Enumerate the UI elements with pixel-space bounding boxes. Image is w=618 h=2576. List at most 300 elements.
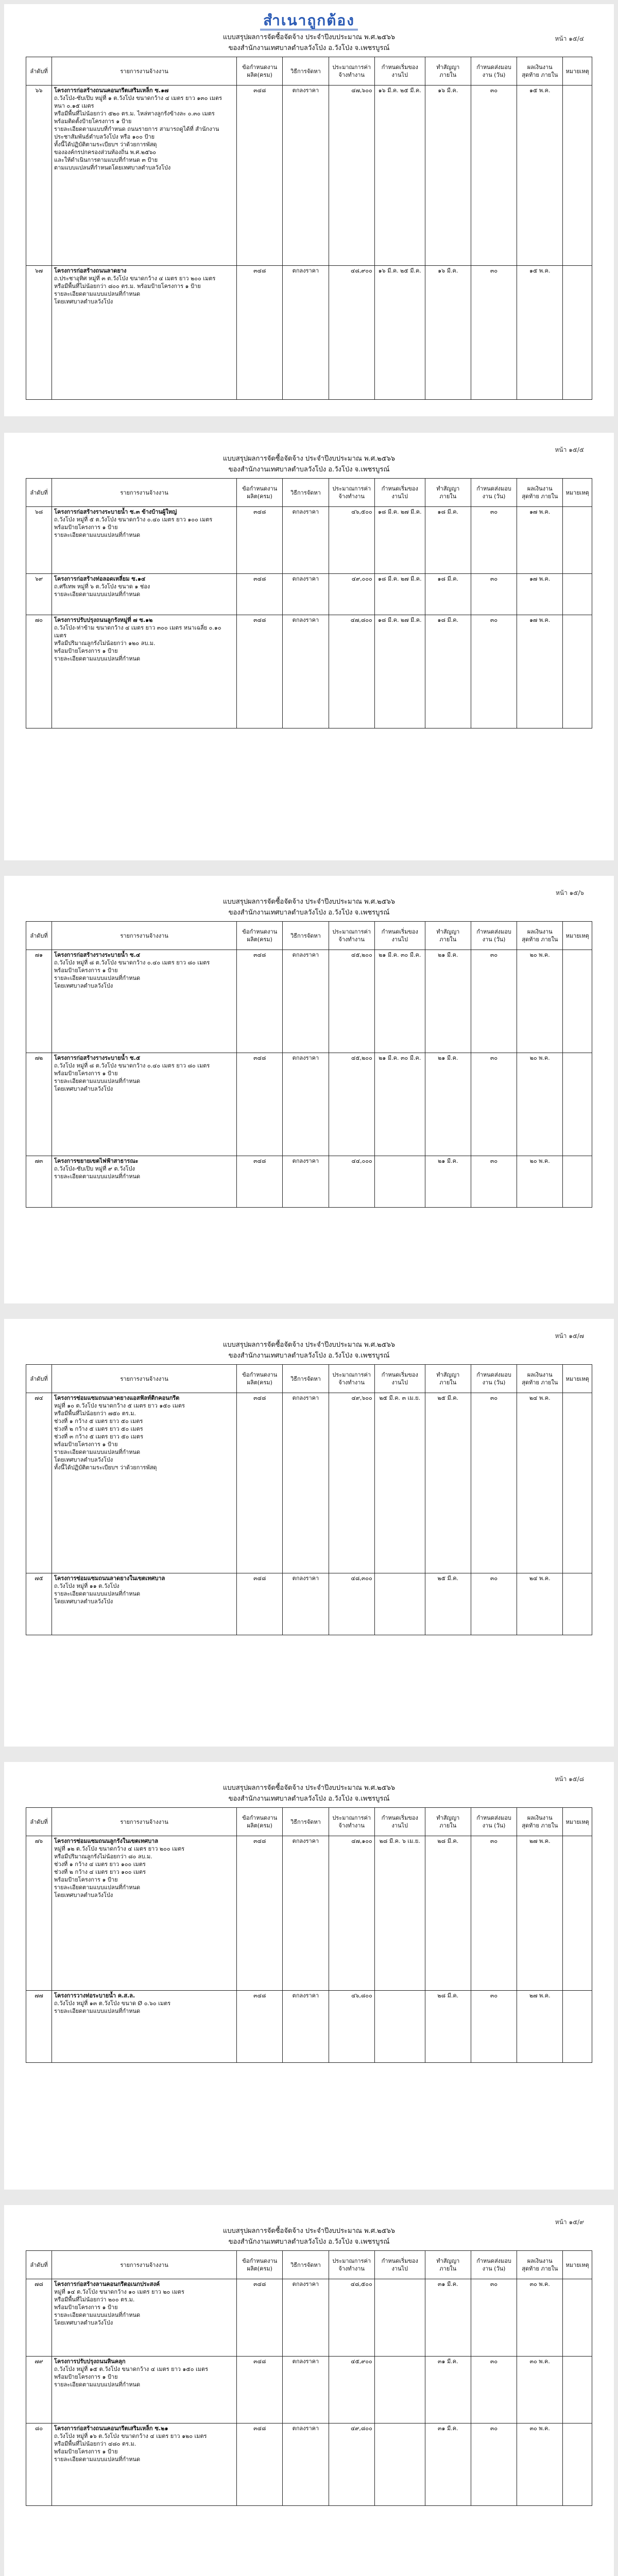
cell-spec: ๓๔๘ — [237, 1156, 283, 1208]
project-detail-line: รายละเอียดตามแบบที่กำหนด ถนนรายการ สามารถดูได้ที่ สำนักงาน — [54, 126, 219, 132]
cell-spec: ๓๔๘ — [237, 1836, 283, 1991]
cell-contract: ๒๕ มี.ค. — [425, 1393, 471, 1573]
column-header: หมายเหตุ — [563, 479, 592, 507]
cell-final: ๒๔ พ.ค. — [517, 1573, 563, 1635]
table-row — [26, 1991, 592, 2063]
cell-final: ๓๐ พ.ค. — [517, 2279, 563, 2357]
project-detail-line: ทั้งนี้ได้ปฏิบัติตามระเบียบฯ ว่าด้วยการพัสดุ — [54, 141, 157, 148]
cell-estimate: ๔๗,๘๐๐ — [329, 615, 374, 728]
table-row — [26, 574, 592, 615]
column-header: ข้อกำหนดงานผลิต(ครม) — [237, 1808, 283, 1836]
column-header: หมายเหตุ — [563, 1365, 592, 1393]
column-header: กำหนดเริ่มของงานไป — [374, 57, 425, 86]
cell-note — [563, 86, 592, 266]
project-detail-line: พร้อมป้ายโครงการ ๑ ป้าย — [54, 1441, 118, 1448]
page-number: หน้า ๑๕/๙ — [555, 2218, 584, 2226]
cell-contract: ๓๑ มี.ค. — [425, 2279, 471, 2357]
document-page — [4, 1319, 614, 1747]
table-row — [26, 1156, 592, 1208]
cell-estimate: ๔๗,๖๐๐ — [329, 86, 374, 266]
report-title: แบบสรุปผลการจัดซื้อจัดจ้าง ประจำปีงบประมาณ พ.ศ.๒๕๖๖ — [222, 455, 396, 463]
column-header: กำหนดส่งมอบงาน (วัน) — [471, 1365, 517, 1393]
project-detail-line: รายละเอียดตามแบบแปลนที่กำหนด — [54, 1884, 141, 1891]
project-title: โครงการก่อสร้างถนนคอนกรีตเสริมเหล็ก ซ.๑๗ — [54, 87, 169, 94]
cell-description — [52, 2279, 237, 2357]
cell-final: ๒๗ พ.ค. — [517, 1991, 563, 2063]
project-detail-line: ช่วงที่ ๓ กว้าง ๕ เมตร ยาว ๕๐ เมตร — [54, 1433, 143, 1440]
cell-contract: ๑๖ มี.ค. — [425, 266, 471, 400]
project-detail-line: ขององค์กรปกครองส่วนท้องถิ่น พ.ศ.๒๕๖๐ — [54, 149, 157, 156]
cell-method: ตกลงราคา — [283, 1053, 329, 1156]
cell-no: ๗๗ — [26, 1991, 52, 2063]
column-header: กำหนดส่งมอบงาน (วัน) — [471, 1808, 517, 1836]
table-row — [26, 1573, 592, 1635]
cell-spec: ๓๔๘ — [237, 1393, 283, 1573]
table-row — [26, 1053, 592, 1156]
column-header: วิธีการจัดหา — [283, 1365, 329, 1393]
cell-contract: ๑๖ มี.ค. — [425, 86, 471, 266]
project-detail-line: ถ.วังโป่ง หมู่ที่ ๑๕ ต.วังโป่ง ขนาดกว้าง ๔ เมตร ยาว ๑๕๐ เมตร — [54, 2366, 209, 2372]
project-detail-line: รายละเอียดตามแบบแปลนที่กำหนด — [54, 2381, 141, 2388]
project-detail-line: รายละเอียดตามแบบแปลนที่กำหนด — [54, 655, 141, 662]
column-header: หมายเหตุ — [563, 1808, 592, 1836]
procurement-table — [26, 1807, 592, 2063]
cell-no: ๗๑ — [26, 950, 52, 1053]
project-detail-line: หรือมีพื้นที่ไม่น้อยกว่า ๘๐๐ ตร.ม. พร้อมป้ายโครงการ ๑ ป้าย — [54, 283, 201, 290]
column-header: ลำดับที่ — [26, 1365, 52, 1393]
column-header: ข้อกำหนดงานผลิต(ครม) — [237, 2251, 283, 2279]
column-header: ข้อกำหนดงานผลิต(ครม) — [237, 1365, 283, 1393]
column-header: วิธีการจัดหา — [283, 479, 329, 507]
cell-final: ๑๕ พ.ค. — [517, 86, 563, 266]
column-header: ลำดับที่ — [26, 479, 52, 507]
cell-deliver: ๓๐ — [471, 266, 517, 400]
cell-deliver: ๓๐ — [471, 2357, 517, 2424]
cell-description — [52, 1156, 237, 1208]
column-header: ทำสัญญา ภายใน — [425, 2251, 471, 2279]
cell-method: ตกลงราคา — [283, 2357, 329, 2424]
cell-no: ๖๙ — [26, 574, 52, 615]
table-header-row — [26, 1365, 592, 1393]
column-header: ข้อกำหนดงานผลิต(ครม) — [237, 57, 283, 86]
column-header: ทำสัญญา ภายใน — [425, 57, 471, 86]
page-number: หน้า ๑๕/๕ — [555, 446, 584, 453]
project-detail-line: หมู่ที่ ๑๔ ต.วังโป่ง ขนาดกว้าง ๑๐ เมตร ยาว ๒๐ เมตร — [54, 2289, 184, 2295]
cell-contract: ๒๕ มี.ค. — [425, 1573, 471, 1635]
project-detail-line: และให้ดำเนินการตามแบบที่กำหนด ๓ ป้าย — [54, 157, 158, 163]
project-detail-line: รายละเอียดตามแบบแปลนที่กำหนด — [54, 2456, 141, 2463]
cell-spec: ๓๔๘ — [237, 950, 283, 1053]
project-detail-line: ถ.วังโป่ง-ซับเปิบ หมู่ที่ ๑ ต.วังโป่ง ขนาดกว้าง ๔ เมตร ยาว ๑๓๐ เมตร หนา ๐.๑๕ เมตร — [54, 95, 222, 109]
document-page — [4, 433, 614, 860]
cell-estimate: ๔๘,๓๐๐ — [329, 1573, 374, 1635]
column-header: ทำสัญญา ภายใน — [425, 1365, 471, 1393]
project-title: โครงการก่อสร้างรางระบายน้ำ ซ.๔ — [54, 952, 141, 958]
cell-contract: ๒๑ มี.ค. — [425, 950, 471, 1053]
project-detail-line: โดยเทศบาลตำบลวังโป่ง — [54, 1892, 113, 1899]
project-detail-line: หรือมีปริมาณลูกรังไม่น้อยกว่า ๑๒๐ ลบ.ม. — [54, 640, 156, 647]
column-header: ผลเงินงาน สุดท้าย ภายใน — [517, 1808, 563, 1836]
cell-estimate: ๔๔,๐๐๐ — [329, 1156, 374, 1208]
column-header: ข้อกำหนดงานผลิต(ครม) — [237, 479, 283, 507]
project-title: โครงการก่อสร้างถนนลาดยาง — [54, 267, 127, 274]
cell-note — [563, 1573, 592, 1635]
cell-estimate: ๔๕,๒๐๐ — [329, 950, 374, 1053]
report-subtitle: ของสำนักงานเทศบาลตำบลวังโป่ง อ.วังโป่ง จ.เพชรบูรณ์ — [228, 1795, 390, 1803]
project-detail-line: ทั้งนี้ได้ปฏิบัติตามระเบียบฯ ว่าด้วยการพัสดุ — [54, 1464, 157, 1471]
project-title: โครงการก่อสร้างท่อลอดเหลี่ยม ซ.๑๔ — [54, 575, 146, 582]
procurement-table — [26, 478, 592, 728]
page-number: หน้า ๑๕/๗ — [555, 1332, 584, 1340]
cell-contract: ๒๑ มี.ค. — [425, 1156, 471, 1208]
project-detail-line: ช่วงที่ ๑ กว้าง ๕ เมตร ยาว ๕๐ เมตร — [54, 1418, 143, 1425]
table-row — [26, 2424, 592, 2506]
cell-final: ๒๐ พ.ค. — [517, 1156, 563, 1208]
column-header: กำหนดส่งมอบงาน (วัน) — [471, 479, 517, 507]
cell-deliver: ๓๐ — [471, 1573, 517, 1635]
cell-description — [52, 507, 237, 574]
project-detail-line: ถ.วังโป่ง หมู่ที่ ๑๑ ต.วังโป่ง — [54, 1583, 119, 1589]
project-title: โครงการก่อสร้างถนนคอนกรีตเสริมเหล็ก ซ.๒๑ — [54, 2425, 168, 2432]
cell-final: ๒๔ พ.ค. — [517, 1393, 563, 1573]
project-detail-line: รายละเอียดตามแบบแปลนที่กำหนด — [54, 291, 141, 297]
cell-method: ตกลงราคา — [283, 2279, 329, 2357]
project-detail-line: โดยเทศบาลตำบลวังโป่ง — [54, 298, 113, 305]
cell-method: ตกลงราคา — [283, 1836, 329, 1991]
table-row — [26, 86, 592, 266]
column-header: ผลเงินงาน สุดท้าย ภายใน — [517, 2251, 563, 2279]
column-header: รายการงานจ้างงาน — [52, 1365, 237, 1393]
cell-no: ๗๐ — [26, 615, 52, 728]
table-row — [26, 2357, 592, 2424]
column-header: ลำดับที่ — [26, 1808, 52, 1836]
report-subtitle: ของสำนักงานเทศบาลตำบลวังโป่ง อ.วังโป่ง จ.เพชรบูรณ์ — [228, 466, 390, 473]
cell-note — [563, 266, 592, 400]
cell-spec: ๓๔๘ — [237, 266, 283, 400]
cell-deliver: ๓๐ — [471, 1393, 517, 1573]
cell-start: ๒๑ มี.ค. ๓๐ มี.ค. — [374, 1053, 425, 1156]
cell-estimate: ๔๘,๕๐๐ — [329, 2279, 374, 2357]
project-detail-line: พร้อมป้ายโครงการ ๑ ป้าย — [54, 524, 118, 531]
cell-deliver: ๓๐ — [471, 1991, 517, 2063]
project-detail-line: รายละเอียดตามแบบแปลนที่กำหนด — [54, 591, 141, 598]
column-header: ข้อกำหนดงานผลิต(ครม) — [237, 922, 283, 950]
column-header: ลำดับที่ — [26, 57, 52, 86]
project-detail-line: โดยเทศบาลตำบลวังโป่ง — [54, 1598, 113, 1605]
project-detail-line: ช่วงที่ ๒ กว้าง ๔ เมตร ยาว ๑๐๐ เมตร — [54, 1869, 146, 1875]
cell-deliver: ๓๐ — [471, 615, 517, 728]
cell-estimate: ๔๙,๐๐๐ — [329, 574, 374, 615]
project-detail-line: พร้อมป้ายโครงการ ๑ ป้าย — [54, 2374, 118, 2380]
column-header: รายการงานจ้างงาน — [52, 922, 237, 950]
cell-method: ตกลงราคา — [283, 2424, 329, 2506]
page-number: หน้า ๑๕/๔ — [555, 35, 584, 42]
cell-description — [52, 1053, 237, 1156]
cell-deliver: ๓๐ — [471, 86, 517, 266]
project-title: โครงการซ่อมแซมถนนลูกรังในเขตเทศบาล — [54, 1838, 159, 1844]
cell-final: ๓๐ พ.ค. — [517, 2357, 563, 2424]
page-number: หน้า ๑๕/๘ — [555, 1775, 584, 1783]
cell-method: ตกลงราคา — [283, 574, 329, 615]
table-header-row — [26, 479, 592, 507]
cell-method: ตกลงราคา — [283, 950, 329, 1053]
cell-method: ตกลงราคา — [283, 1156, 329, 1208]
project-detail-line: พร้อมติดตั้งป้ายโครงการ ๑ ป้าย — [54, 118, 132, 125]
project-detail-line: พร้อมป้ายโครงการ ๑ ป้าย — [54, 2304, 118, 2311]
table-header-row — [26, 1808, 592, 1836]
column-header: ลำดับที่ — [26, 2251, 52, 2279]
table-header-row — [26, 57, 592, 86]
project-detail-line: หรือมีพื้นที่ไม่น้อยกว่า ๒๐๐ ตร.ม. — [54, 2296, 135, 2303]
project-title: โครงการปรับปรุงถนนลูกรังหมู่ที่ ๗ ซ.๑๒ — [54, 617, 153, 623]
project-detail-line: หรือมีพื้นที่ไม่น้อยกว่า ๔๘๐ ตร.ม. — [54, 2441, 136, 2447]
report-title: แบบสรุปผลการจัดซื้อจัดจ้าง ประจำปีงบประมาณ พ.ศ.๒๕๖๖ — [222, 2227, 396, 2235]
cell-no: ๗๓ — [26, 1156, 52, 1208]
project-detail-line: หรือมีพื้นที่ไม่น้อยกว่า ๕๒๐ ตร.ม. ไหล่ทางลูกรังข้างละ ๐.๓๐ เมตร — [54, 110, 215, 117]
cell-note — [563, 1393, 592, 1573]
cell-spec: ๓๔๘ — [237, 615, 283, 728]
cell-start — [374, 2279, 425, 2357]
table-row — [26, 2279, 592, 2357]
cell-spec: ๓๔๘ — [237, 86, 283, 266]
project-detail-line: หมู่ที่ ๑๐ ต.วังโป่ง ขนาดกว้าง ๕ เมตร ยาว ๑๕๐ เมตร — [54, 1402, 185, 1409]
cell-start: ๒๑ มี.ค. ๓๐ มี.ค. — [374, 950, 425, 1053]
project-title: โครงการซ่อมแซมถนนลาดยางแอสฟัลท์ติกคอนกรีต — [54, 1395, 180, 1401]
cell-no: ๗๔ — [26, 1393, 52, 1573]
project-detail-line: รายละเอียดตามแบบแปลนที่กำหนด — [54, 1173, 141, 1180]
project-title: โครงการปรับปรุงถนนหินคลุก — [54, 2358, 126, 2365]
project-detail-line: รายละเอียดตามแบบแปลนที่กำหนด — [54, 1449, 141, 1455]
cell-note — [563, 2424, 592, 2506]
cell-estimate: ๔๙,๘๐๐ — [329, 2424, 374, 2506]
cell-spec: ๓๔๘ — [237, 1053, 283, 1156]
cell-no: ๖๗ — [26, 266, 52, 400]
cell-description — [52, 86, 237, 266]
project-detail-line: รายละเอียดตามแบบแปลนที่กำหนด — [54, 975, 141, 981]
cell-start: ๑๖ มี.ค. ๒๕ มี.ค. — [374, 266, 425, 400]
column-header: รายการงานจ้างงาน — [52, 1808, 237, 1836]
report-title: แบบสรุปผลการจัดซื้อจัดจ้าง ประจำปีงบประมาณ พ.ศ.๒๕๖๖ — [222, 898, 396, 906]
cell-estimate: ๔๖,๘๐๐ — [329, 1991, 374, 2063]
cell-deliver: ๓๐ — [471, 507, 517, 574]
column-header: วิธีการจัดหา — [283, 1808, 329, 1836]
cell-final: ๒๐ พ.ค. — [517, 1053, 563, 1156]
project-detail-line: ถ.วังโป่ง-ซับเปิบ หมู่ที่ ๙ ต.วังโป่ง — [54, 1165, 135, 1172]
document-page — [4, 876, 614, 1303]
cell-estimate: ๔๙,๖๐๐ — [329, 1393, 374, 1573]
cell-note — [563, 1991, 592, 2063]
project-title: โครงการก่อสร้างรางระบายน้ำ ซ.๓ ข้างบ้านผู้ใหญ่ — [54, 509, 177, 515]
page-number: หน้า ๑๕/๖ — [555, 889, 584, 896]
cell-spec: ๓๔๘ — [237, 507, 283, 574]
cell-start — [374, 1991, 425, 2063]
cell-contract: ๒๘ มี.ค. — [425, 1991, 471, 2063]
column-header: ผลเงินงาน สุดท้าย ภายใน — [517, 479, 563, 507]
cell-estimate: ๔๗,๑๐๐ — [329, 1836, 374, 1991]
cell-estimate: ๔๕,๙๐๐ — [329, 2357, 374, 2424]
column-header: ผลเงินงาน สุดท้าย ภายใน — [517, 1365, 563, 1393]
project-title: โครงการก่อสร้างลานคอนกรีตอเนกประสงค์ — [54, 2281, 160, 2287]
column-header: วิธีการจัดหา — [283, 2251, 329, 2279]
table-row — [26, 1393, 592, 1573]
column-header: กำหนดเริ่มของงานไป — [374, 1365, 425, 1393]
column-header: รายการงานจ้างงาน — [52, 2251, 237, 2279]
cell-start — [374, 2357, 425, 2424]
cell-no: ๗๘ — [26, 2279, 52, 2357]
procurement-table — [26, 2250, 592, 2506]
cell-note — [563, 1053, 592, 1156]
cell-contract: ๑๘ มี.ค. — [425, 507, 471, 574]
column-header: ประมาณการค่าจ้างทำงาน — [329, 479, 374, 507]
project-detail-line: ตามแบบแปลนที่กำหนดโดยเทศบาลตำบลวังโป่ง — [54, 164, 171, 171]
report-title: แบบสรุปผลการจัดซื้อจัดจ้าง ประจำปีงบประมาณ พ.ศ.๒๕๖๖ — [222, 33, 396, 41]
column-header: ประมาณการค่าจ้างทำงาน — [329, 922, 374, 950]
cell-contract: ๒๑ มี.ค. — [425, 1053, 471, 1156]
cell-final: ๒๐ พ.ค. — [517, 950, 563, 1053]
column-header: กำหนดส่งมอบงาน (วัน) — [471, 922, 517, 950]
cell-start — [374, 2424, 425, 2506]
cell-deliver: ๓๐ — [471, 574, 517, 615]
column-header: ผลเงินงาน สุดท้าย ภายใน — [517, 922, 563, 950]
cell-description — [52, 1573, 237, 1635]
cell-method: ตกลงราคา — [283, 1573, 329, 1635]
cell-estimate: ๔๕,๒๐๐ — [329, 1053, 374, 1156]
column-header: ประมาณการค่าจ้างทำงาน — [329, 1365, 374, 1393]
project-detail-line: รายละเอียดตามแบบแปลนที่กำหนด — [54, 532, 141, 538]
cell-contract: ๓๑ มี.ค. — [425, 2424, 471, 2506]
cell-no: ๘๐ — [26, 2424, 52, 2506]
column-header: ประมาณการค่าจ้างทำงาน — [329, 2251, 374, 2279]
project-detail-line: ถ.วังโป่ง หมู่ที่ ๘ ต.วังโป่ง ขนาดกว้าง ๐.๔๐ เมตร ยาว ๘๐ เมตร — [54, 1062, 210, 1069]
cell-start: ๑๖ มี.ค. ๒๕ มี.ค. — [374, 86, 425, 266]
procurement-table — [26, 1364, 592, 1635]
cell-deliver: ๓๐ — [471, 1836, 517, 1991]
project-title: โครงการขยายเขตไฟฟ้าสาธารณะ — [54, 1158, 139, 1164]
cell-description — [52, 615, 237, 728]
cell-method: ตกลงราคา — [283, 615, 329, 728]
column-header: รายการงานจ้างงาน — [52, 479, 237, 507]
cell-spec: ๓๔๘ — [237, 1573, 283, 1635]
project-detail-line: รายละเอียดตามแบบแปลนที่กำหนด — [54, 2312, 141, 2318]
project-detail-line: หรือมีพื้นที่ไม่น้อยกว่า ๗๕๐ ตร.ม. — [54, 1410, 136, 1417]
cell-estimate: ๔๖,๕๐๐ — [329, 507, 374, 574]
project-detail-line: ถ.วังโป่ง หมู่ที่ ๕ ต.วังโป่ง ขนาดกว้าง ๐.๔๐ เมตร ยาว ๑๐๐ เมตร — [54, 516, 213, 523]
column-header: กำหนดส่งมอบงาน (วัน) — [471, 2251, 517, 2279]
cell-start: ๑๘ มี.ค. ๒๗ มี.ค. — [374, 574, 425, 615]
cell-deliver: ๓๐ — [471, 1053, 517, 1156]
cell-description — [52, 2424, 237, 2506]
cell-spec: ๓๔๘ — [237, 2424, 283, 2506]
cell-method: ตกลงราคา — [283, 266, 329, 400]
procurement-table — [26, 57, 592, 400]
table-header-row — [26, 922, 592, 950]
cell-deliver: ๓๐ — [471, 2424, 517, 2506]
document-page — [4, 2205, 614, 2576]
project-detail-line: ช่วงที่ ๒ กว้าง ๕ เมตร ยาว ๕๐ เมตร — [54, 1426, 143, 1432]
project-detail-line: ช่วงที่ ๑ กว้าง ๔ เมตร ยาว ๑๐๐ เมตร — [54, 1861, 146, 1868]
cell-description — [52, 1836, 237, 1991]
column-header: หมายเหตุ — [563, 2251, 592, 2279]
cell-description — [52, 950, 237, 1053]
table-row — [26, 266, 592, 400]
project-title: โครงการวางท่อระบายน้ำ ค.ส.ล. — [54, 1992, 135, 1999]
project-detail-line: โดยเทศบาลตำบลวังโป่ง — [54, 1086, 113, 1092]
project-detail-line: รายละเอียดตามแบบแปลนที่กำหนด — [54, 1590, 141, 1597]
procurement-table — [26, 921, 592, 1208]
column-header: ทำสัญญา ภายใน — [425, 479, 471, 507]
project-detail-line: ถ.วังโป่ง หมู่ที่ ๑๓ ต.วังโป่ง ขนาด Ø ๐.๖๐ เมตร — [54, 2000, 171, 2007]
table-row — [26, 615, 592, 728]
project-detail-line: พร้อมป้ายโครงการ ๑ ป้าย — [54, 1876, 118, 1883]
cell-final: ๒๗ พ.ค. — [517, 1836, 563, 1991]
cell-start — [374, 1573, 425, 1635]
cell-note — [563, 1156, 592, 1208]
column-header: กำหนดเริ่มของงานไป — [374, 922, 425, 950]
project-detail-line: หมู่ที่ ๑๒ ต.วังโป่ง ขนาดกว้าง ๔ เมตร ยาว ๒๐๐ เมตร — [54, 1845, 185, 1852]
cell-description — [52, 574, 237, 615]
copy-stamp: สำเนาถูกต้อง — [26, 4, 592, 32]
report-title: แบบสรุปผลการจัดซื้อจัดจ้าง ประจำปีงบประมาณ พ.ศ.๒๕๖๖ — [222, 1784, 396, 1792]
project-detail-line: ประชาสัมพันธ์ตำบลวังโป่ง หรือ ๑๐๐ ป้าย — [54, 133, 155, 140]
cell-no: ๗๒ — [26, 1053, 52, 1156]
project-detail-line: ถ.ประชาอุทิศ หมู่ที่ ๓ ต.วังโป่ง ขนาดกว้าง ๔ เมตร ยาว ๒๐๐ เมตร — [54, 275, 216, 282]
report-subtitle: ของสำนักงานเทศบาลตำบลวังโป่ง อ.วังโป่ง จ.เพชรบูรณ์ — [228, 1352, 390, 1360]
report-subtitle: ของสำนักงานเทศบาลตำบลวังโป่ง อ.วังโป่ง จ.เพชรบูรณ์ — [228, 44, 390, 52]
project-detail-line: ถ.วังโป่ง หมู่ที่ ๑๖ ต.วังโป่ง ขนาดกว้าง ๔ เมตร ยาว ๑๒๐ เมตร — [54, 2433, 207, 2439]
project-detail-line: หรือมีปริมาณลูกรังไม่น้อยกว่า ๘๐ ลบ.ม. — [54, 1853, 152, 1860]
cell-deliver: ๓๐ — [471, 1156, 517, 1208]
column-header: วิธีการจัดหา — [283, 922, 329, 950]
report-title: แบบสรุปผลการจัดซื้อจัดจ้าง ประจำปีงบประมาณ พ.ศ.๒๕๖๖ — [222, 1341, 396, 1349]
cell-start: ๑๘ มี.ค. ๒๗ มี.ค. — [374, 615, 425, 728]
project-detail-line: พร้อมป้ายโครงการ ๑ ป้าย — [54, 2448, 118, 2455]
table-row — [26, 507, 592, 574]
column-header: หมายเหตุ — [563, 57, 592, 86]
document-page — [4, 4, 614, 416]
cell-note — [563, 574, 592, 615]
column-header: ทำสัญญา ภายใน — [425, 922, 471, 950]
column-header: กำหนดเริ่มของงานไป — [374, 2251, 425, 2279]
column-header: กำหนดเริ่มของงานไป — [374, 479, 425, 507]
cell-no: ๗๕ — [26, 1573, 52, 1635]
column-header: ทำสัญญา ภายใน — [425, 1808, 471, 1836]
project-detail-line: รายละเอียดตามแบบแปลนที่กำหนด — [54, 1078, 141, 1084]
project-detail-line: โดยเทศบาลตำบลวังโป่ง — [54, 1456, 113, 1463]
column-header: ประมาณการค่าจ้างทำงาน — [329, 1808, 374, 1836]
column-header: หมายเหตุ — [563, 922, 592, 950]
cell-note — [563, 1836, 592, 1991]
cell-deliver: ๓๐ — [471, 2279, 517, 2357]
report-subtitle: ของสำนักงานเทศบาลตำบลวังโป่ง อ.วังโป่ง จ.เพชรบูรณ์ — [228, 909, 390, 917]
cell-method: ตกลงราคา — [283, 1991, 329, 2063]
project-detail-line: โดยเทศบาลตำบลวังโป่ง — [54, 982, 113, 989]
cell-spec: ๓๔๘ — [237, 574, 283, 615]
project-detail-line: โดยเทศบาลตำบลวังโป่ง — [54, 2319, 113, 2326]
table-row — [26, 1836, 592, 1991]
cell-start: ๑๘ มี.ค. ๒๗ มี.ค. — [374, 507, 425, 574]
cell-contract: ๓๑ มี.ค. — [425, 2357, 471, 2424]
column-header: ผลเงินงาน สุดท้าย ภายใน — [517, 57, 563, 86]
cell-spec: ๓๔๘ — [237, 2279, 283, 2357]
cell-contract: ๒๘ มี.ค. — [425, 1836, 471, 1991]
table-row — [26, 950, 592, 1053]
cell-note — [563, 615, 592, 728]
cell-final: ๑๕ พ.ค. — [517, 266, 563, 400]
cell-description — [52, 2357, 237, 2424]
project-title: โครงการก่อสร้างรางระบายน้ำ ซ.๕ — [54, 1055, 141, 1061]
cell-description — [52, 1991, 237, 2063]
cell-spec: ๓๔๘ — [237, 1991, 283, 2063]
